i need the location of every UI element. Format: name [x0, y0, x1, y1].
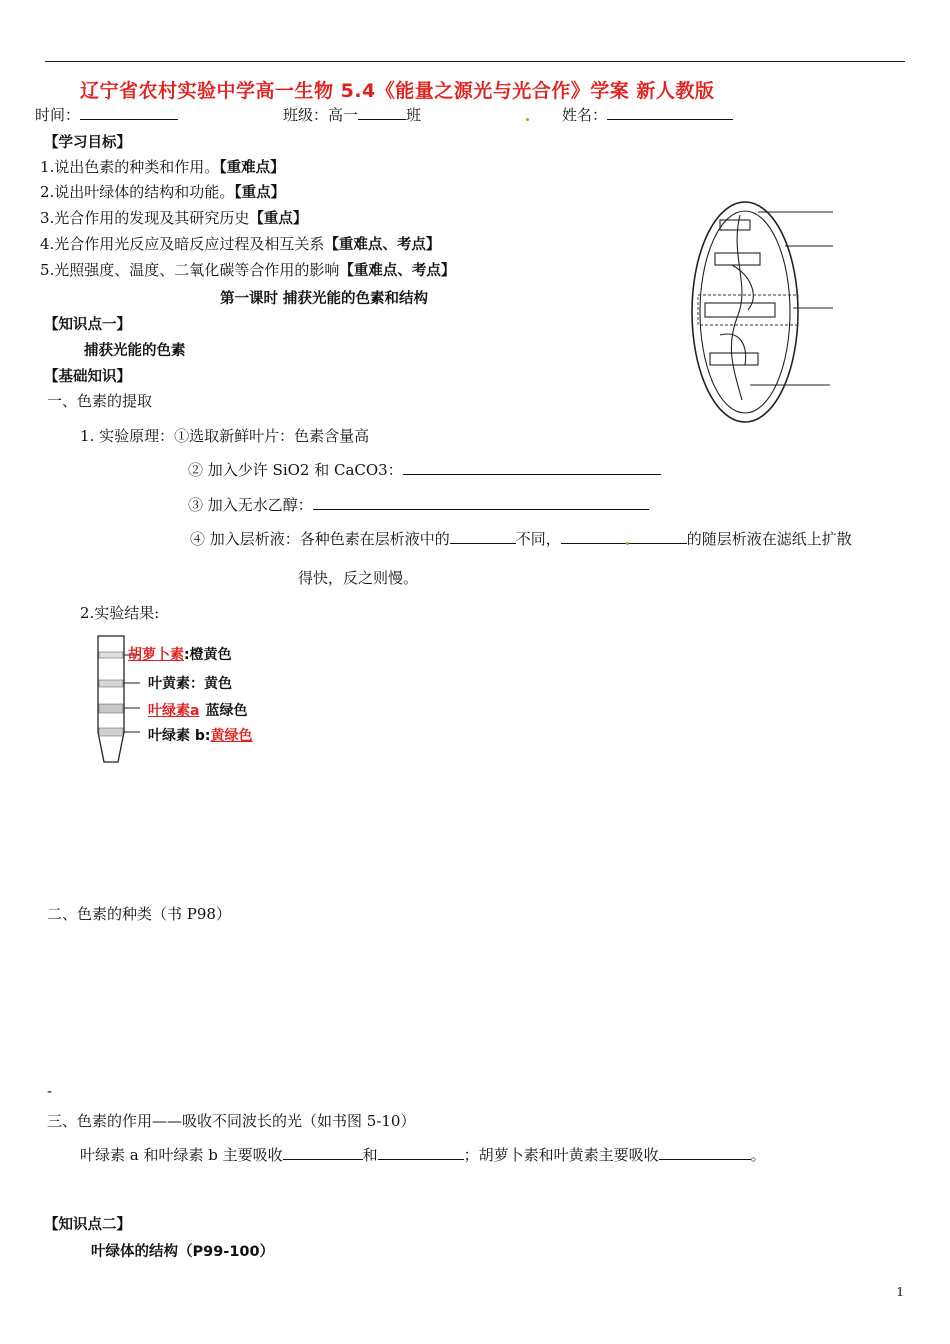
objective-tag: 【重点】 [249, 211, 308, 227]
principle-4-text: 的随层析液在滤纸上扩散 [686, 530, 852, 548]
objective-text: 3.光合作用的发现及其研究历史 [40, 209, 250, 227]
absorption-text: 和 [362, 1146, 378, 1164]
pigment-color: :橙黄色 [184, 647, 232, 663]
stray-dash: - [47, 1082, 53, 1100]
principle-2-text: ② 加入少许 SiO2 和 CaCO3： [188, 461, 403, 479]
class-blank [358, 105, 406, 120]
inner-membrane [700, 211, 790, 413]
absorb-blank-1 [283, 1145, 363, 1160]
top-rule [45, 61, 905, 62]
strip-label-3 [128, 700, 247, 720]
absorb-blank-2 [378, 1145, 464, 1160]
band-carotene [99, 652, 123, 658]
objectives-heading: 【学习目标】 [44, 135, 131, 151]
pigment-color: 黄绿色 [210, 728, 253, 744]
section-function: 三、色素的作用——吸收不同波长的光（如书图 5-10） [47, 1112, 416, 1130]
speck-mark [626, 542, 629, 545]
objective-3 [40, 207, 307, 228]
objective-tag: 【重点】 [234, 185, 286, 201]
band-xanthophyll [99, 680, 123, 687]
label-lines [750, 212, 833, 385]
objective-tag: 【重难点、考点】 [339, 263, 456, 279]
absorption-text: 。 [750, 1146, 766, 1164]
class-field [283, 104, 421, 125]
principle-3-blank [313, 495, 649, 510]
objective-text: 4.光合作用光反应及暗反应过程及相互关系 [40, 235, 325, 253]
name-blank [607, 105, 733, 120]
strip-label-1 [128, 644, 232, 664]
objective-text: 5.光照强度、温度、二氧化碳等合作用的影响 [40, 261, 340, 279]
band-chlorophyll-b [99, 728, 123, 736]
principle-3-text: ③ 加入无水乙醇： [188, 496, 313, 514]
time-field [35, 104, 178, 125]
class-suffix: 班 [406, 106, 422, 124]
point2-subheading: 叶绿体的结构（P99-100） [91, 1244, 275, 1260]
result-label: 2.实验结果: [80, 604, 160, 622]
principle-4 [190, 528, 852, 549]
principle-2-blank [403, 460, 661, 475]
objective-2 [40, 181, 285, 202]
basic-heading: 【基础知识】 [44, 369, 131, 385]
speck-mark [526, 118, 529, 121]
band-chlorophyll-a [99, 704, 123, 713]
principle-4-continued: 得快，反之则慢。 [298, 569, 419, 587]
principle-2 [188, 459, 661, 480]
page-title: 辽宁省农村实验中学高一生物 5.4《能量之源光与光合作》学案 新人教版 [80, 80, 715, 102]
objective-5 [40, 259, 455, 280]
absorption-text: 叶绿素 a 和叶绿素 b 主要吸收 [80, 1146, 283, 1164]
page-number: 1 [896, 1285, 904, 1299]
principle-4-text: ④ 加入层析液：各种色素在层析液中的 [190, 530, 450, 548]
objective-tag: 【重难点】 [219, 160, 285, 176]
class-label: 班级：高一 [283, 106, 359, 124]
section-extraction: 一、色素的提取 [47, 392, 153, 410]
principle-4-blank-2 [561, 529, 687, 544]
absorption-text: ；胡萝卜素和叶黄素主要吸收 [463, 1146, 659, 1164]
outer-membrane [692, 202, 798, 422]
grana-stacks [705, 215, 775, 400]
name-field [562, 104, 733, 125]
strip-label-4 [128, 725, 253, 745]
objective-text: 1.说出色素的种类和作用。 [40, 158, 220, 176]
point2-heading: 【知识点二】 [44, 1217, 131, 1233]
chloroplast-diagram [690, 195, 840, 430]
principle-1: 1. 实验原理：①选取新鲜叶片：色素含量高 [80, 427, 370, 445]
point1-subheading: 捕获光能的色素 [84, 343, 186, 359]
pigment-name: 胡萝卜素 [128, 647, 184, 663]
pigment-color: 黄色 [204, 676, 232, 692]
absorption-line [80, 1144, 766, 1165]
pigment-color: 蓝绿色 [205, 703, 248, 719]
section-types: 二、色素的种类（书 P98） [47, 905, 231, 923]
pigment-name: 叶绿素a [148, 703, 200, 719]
objective-text: 2.说出叶绿体的结构和功能。 [40, 183, 235, 201]
name-label: 姓名： [562, 106, 608, 124]
time-label: 时间： [35, 106, 81, 124]
principle-3 [188, 494, 649, 515]
objective-4 [40, 233, 440, 254]
principle-4-blank-1 [450, 529, 516, 544]
pigment-name: 叶绿素 b: [148, 728, 211, 744]
time-blank [80, 105, 178, 120]
objective-tag: 【重难点、考点】 [324, 237, 441, 253]
strip-label-2 [128, 673, 232, 693]
lesson-title: 第一课时 捕获光能的色素和结构 [220, 291, 429, 307]
absorb-blank-3 [659, 1145, 751, 1160]
principle-4-text: 不同， [515, 530, 561, 548]
pigment-name: 叶黄素： [148, 676, 204, 692]
objective-1 [40, 156, 285, 177]
point1-heading: 【知识点一】 [44, 317, 131, 333]
